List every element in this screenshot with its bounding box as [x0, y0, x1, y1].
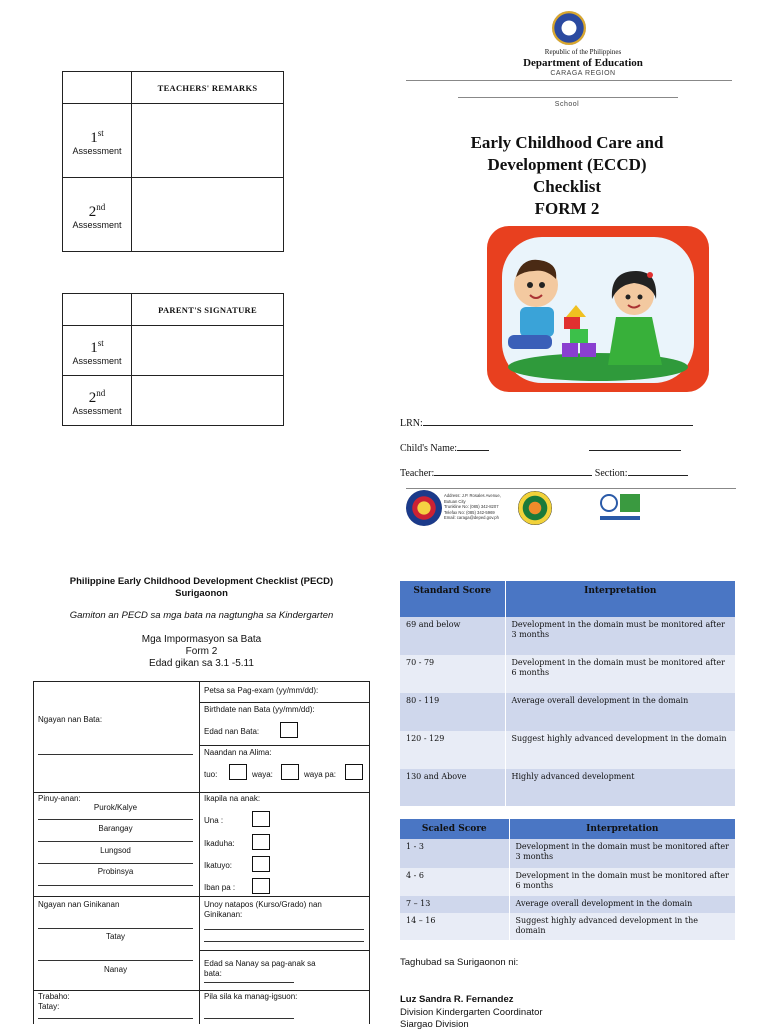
table-row: 120 - 129 Suggest highly advanced development in the domain: [400, 731, 735, 769]
purok-line[interactable]: [38, 819, 193, 820]
second-assessment-cell: 2nd Assessment: [63, 178, 132, 252]
child-name-label: Child's Name:: [400, 443, 458, 454]
barangay-line[interactable]: [38, 841, 193, 842]
scaled-score-header: Scaled Score: [400, 819, 509, 839]
footer-divider: [406, 488, 736, 489]
child-name-label: Ngayan nan Bata:: [38, 715, 103, 724]
translation-label: Taghubad sa Surigaonon ni:: [400, 957, 519, 968]
school-label: School: [554, 101, 580, 108]
child-name-line[interactable]: [38, 754, 193, 755]
lrn-input[interactable]: [423, 416, 693, 426]
table-row: 14 – 16 Suggest highly advanced development in the domain: [400, 913, 735, 940]
region-seal-logo-icon: [406, 490, 442, 526]
child-info-form: [33, 681, 370, 1024]
right-hand-label: tuo:: [204, 770, 218, 779]
province-line[interactable]: [38, 885, 193, 886]
address-label: Pinuy-anan:: [38, 794, 81, 803]
teacher-field: [400, 466, 688, 479]
age-label: Edad nan Bata:: [204, 727, 260, 736]
third-child-checkbox[interactable]: [252, 856, 270, 872]
table-row: 80 - 119 Average overall development in the domain: [400, 693, 735, 731]
second-assessment-cell: 2nd Assessment: [63, 376, 132, 426]
table-row: 7 – 13 Average overall development in the domain: [400, 896, 735, 913]
table-row: 69 and below Development in the domain must be monitored after 3 months: [400, 617, 735, 655]
first-assessment-cell: 1st Assessment: [63, 104, 132, 178]
table-row: 1 - 3 Development in the domain must be monitored after 3 months: [400, 839, 735, 868]
mother-line[interactable]: [38, 960, 193, 961]
table-row: 70 - 79 Development in the domain must be monitored after 6 months: [400, 655, 735, 693]
second-signature-field[interactable]: [132, 376, 284, 426]
school-line[interactable]: [458, 97, 678, 98]
second-child-label: Ikaduha:: [204, 839, 235, 848]
handedness-label: Naandan na Alima:: [204, 748, 272, 757]
father-occupation-label: Tatay:: [38, 1002, 60, 1011]
cover-title: Early Childhood Care and Development (ECCD) Checklist FORM 2: [470, 133, 664, 218]
education-line-1[interactable]: [204, 929, 364, 930]
second-child-checkbox[interactable]: [252, 834, 270, 850]
occupation-label: Trabaho:: [38, 992, 70, 1001]
father-line[interactable]: [38, 928, 193, 929]
barangay-label: Barangay: [98, 824, 133, 833]
section-label: Section:: [594, 468, 628, 479]
pecd-usage-note: Gamiton an PECD sa mga bata na nagtungha sa Kindergarten: [69, 610, 334, 621]
translator-role: Division Kindergarten Coordinator: [400, 1007, 543, 1018]
scaled-score-table: [400, 819, 735, 940]
teacher-input[interactable]: [434, 466, 592, 476]
standard-score-header: Standard Score: [400, 581, 505, 617]
first-assessment-cell: 1st Assessment: [63, 326, 132, 376]
parents-name-label: Ngayan nan Ginikanan: [38, 900, 120, 909]
left-hand-label: waya:: [252, 770, 273, 779]
translator-name: Luz Sandra R. Fernandez: [400, 994, 514, 1005]
pecd-title: Philippine Early Childhood Development Checklist (PECD): [69, 576, 334, 587]
right-hand-checkbox[interactable]: [229, 764, 247, 780]
lrn-field: [400, 416, 693, 429]
standard-interp-header: Interpretation: [505, 581, 735, 617]
left-hand-checkbox[interactable]: [281, 764, 299, 780]
scaled-interp-header: Interpretation: [509, 819, 735, 839]
child-name-field: [400, 441, 681, 454]
department-text: Department of Education: [523, 57, 643, 69]
undetermined-checkbox[interactable]: [345, 764, 363, 780]
exam-date-label: Petsa sa Pag-exam (yy/mm/dd):: [204, 686, 319, 695]
lrn-label: LRN:: [400, 418, 423, 429]
siblings-line[interactable]: [204, 1018, 294, 1019]
second-remark-field[interactable]: [132, 178, 284, 252]
siblings-label: Pila sila ka manag-igsuon:: [204, 992, 298, 1001]
father-label: Tatay: [105, 932, 126, 941]
education-label-2: Ginikanan:: [204, 910, 243, 919]
address-block: Address: J.P. Rosales Avenue, Butuan City Trunkline No: (085) 342-8207 Telefax No: (085) 342-5969 Email: caraga@deped.gov.ph: [444, 493, 501, 521]
other-child-checkbox[interactable]: [252, 878, 270, 894]
city-label: Lungsod: [100, 846, 131, 855]
education-line-2[interactable]: [204, 941, 364, 942]
other-child-label: Iban pa :: [204, 883, 236, 892]
mother-age-line[interactable]: [204, 982, 294, 983]
first-child-checkbox[interactable]: [252, 811, 270, 827]
table-row: 4 - 6 Development in the domain must be monitored after 6 months: [400, 868, 735, 896]
mother-age-label-2: bata:: [204, 969, 222, 978]
pecd-subtitle: Surigaonon: [175, 588, 228, 599]
first-signature-field[interactable]: [132, 326, 284, 376]
birthdate-label: Birthdate nan Bata (yy/mm/dd):: [204, 705, 315, 714]
section-input[interactable]: [628, 466, 688, 476]
birth-order-label: Ikapila na anak:: [204, 794, 261, 803]
region-text: CARAGA REGION: [550, 70, 616, 77]
translator-division: Siargao Division: [400, 1019, 469, 1030]
age-box[interactable]: [280, 722, 298, 738]
teacher-label: Teacher:: [400, 468, 435, 479]
table-row: 130 and Above Highly advanced development: [400, 769, 735, 806]
purok-label: Purok/Kalye: [93, 803, 138, 812]
mother-age-label-1: Edad sa Nanay sa pag-anak sa: [204, 959, 316, 968]
cover-page: [398, 0, 768, 540]
republic-text: Republic of the Philippines: [544, 48, 622, 56]
iso-cert-logo-icon: [598, 492, 642, 524]
first-remark-field[interactable]: [132, 104, 284, 178]
parents-signature-header: PARENT'S SIGNATURE: [132, 294, 284, 326]
education-label-1: Unoy natapos (Kurso/Grado) nan: [204, 900, 322, 909]
third-child-label: Ikatuyo:: [204, 861, 233, 870]
city-line[interactable]: [38, 863, 193, 864]
standard-score-table: [400, 581, 735, 806]
children-illustration: [486, 225, 710, 393]
teachers-remarks-table: [62, 71, 284, 252]
teachers-remarks-header: TEACHERS' REMARKS: [132, 72, 284, 104]
pecd-info-heading: Mga Impormasyon sa Bata Form 2 Edad gikan sa 3.1 -5.11: [141, 634, 262, 669]
first-child-label: Una :: [204, 816, 224, 825]
deped-seal-icon: [552, 11, 586, 45]
child-name-input[interactable]: [457, 441, 489, 451]
division-seal-logo-icon: [518, 491, 552, 525]
mother-label: Nanay: [103, 965, 128, 974]
province-label: Probinsya: [97, 867, 134, 876]
parents-signature-table: [62, 293, 284, 426]
father-occupation-line[interactable]: [38, 1018, 193, 1019]
header-divider: [406, 80, 732, 81]
undetermined-label: waya pa:: [304, 770, 337, 779]
